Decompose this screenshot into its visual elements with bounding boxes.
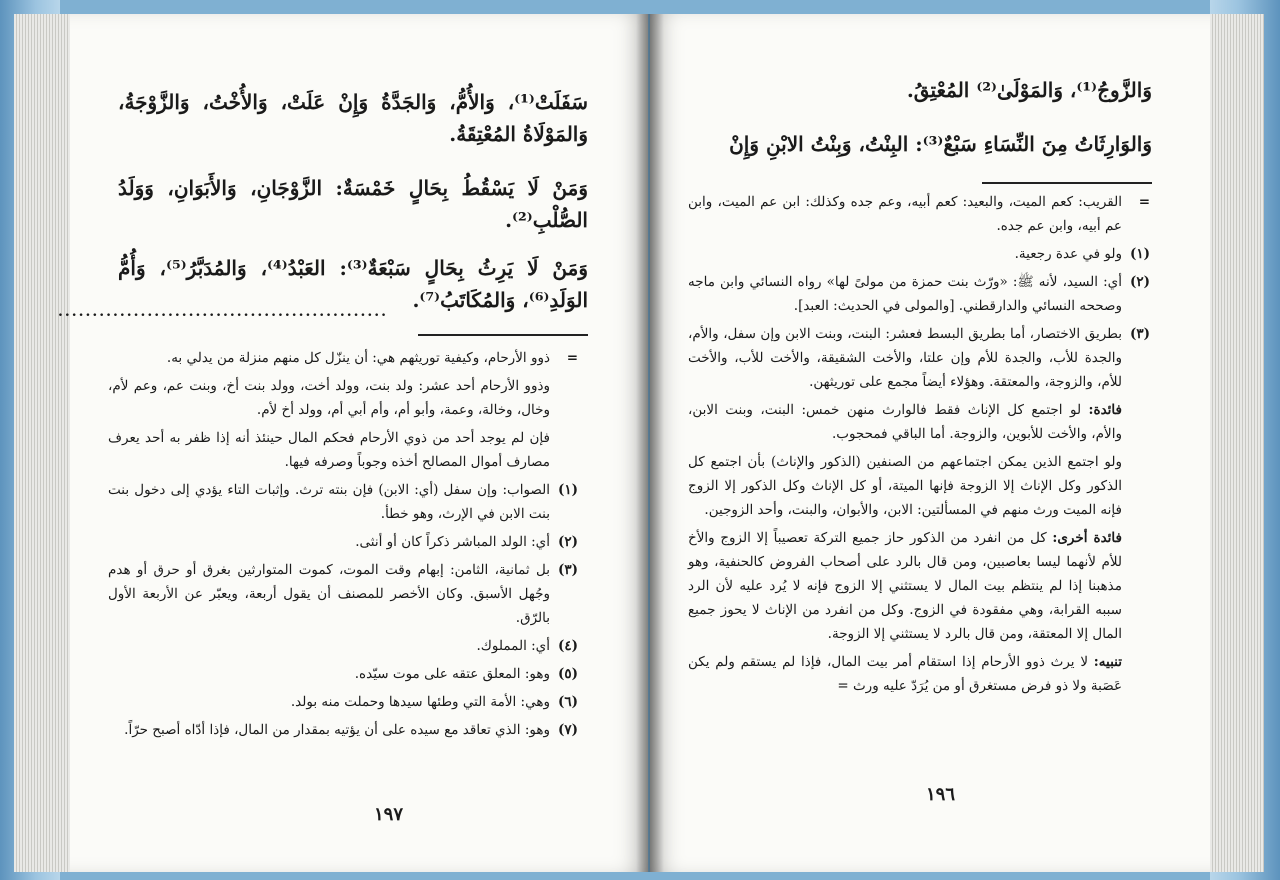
left-notes (108, 346, 578, 746)
right-page (650, 14, 1210, 872)
right-notes (688, 190, 1150, 702)
left-page (58, 14, 648, 872)
footnote: (٢) أي: الولد المباشر ذكراً كان أو أنثى. (355, 534, 578, 550)
right-matn-2: وَالوَارِثَاتُ مِنَ النِّسَاءِ سَبْعٌ⁽³⁾: البِنْتُ، وَبِنْتُ الابْنِ وَإِنْ (729, 132, 1152, 156)
book-spine-gutter (636, 14, 664, 872)
footnote: (٤) أي: المملوك. (476, 638, 578, 654)
footnote: (١) ولو في عدة رجعية. (1014, 246, 1150, 262)
footnote: وذوو الأرحام أحد عشر: ولد بنت، وولد أخت، وولد بنت أخ، وبنت عم، وعم لأم، وخال، وخالة، وعمة، وأبو أم، وأم أبي أم، وولد أخ لأم. (108, 378, 550, 418)
footnote: = القريب: كعم الميت، والبعيد: كعم أبيه، وعم جده وكذلك: ابن عم الميت، وابن عم أبيه، وابن عم جده. (688, 194, 1150, 234)
footnote: ولو اجتمع الذين يمكن اجتماعهم من الصنفين (الذكور والإناث) بأن اجتمع كل الذكور وكل الإناث إلا الزوجة فإنها الميتة، أو كل الإناث وكل الذكور إلا الزوج فإنه الميت ورث منهم في المسألتين: الابن، والأبوان، والبنت، وأحد الزوجين. (688, 454, 1122, 518)
footnote: فائدة أخرى: كل من انفرد من الذكور حاز جميع التركة تعصيباً إلا الزوج والأخ للأم لأنهما ليسا بعاصبين، ومن قال بالرد على أصحاب الفروض كالحنفية، وهو مذهبنا إذا لم ينتظم بيت المال لا يستثني إلا الزوج فإنه لا يُرد عليه لأن الرد سببه القرابة، وهي مفقودة في الزوج. وكل من انفرد من الإناث لا يحوز جميع المال إلا المعتقة، ومن قال بالرد لا يستثني إلا الزوجة. (688, 530, 1122, 642)
right-page-number: ١٩٦ (925, 784, 955, 805)
footnote: فإن لم يوجد أحد من ذوي الأرحام فحكم المال حينئذ أنه إذا ظفر به أحد يعرف مصارف أموال المصالح أخذه وجوباً وصرفه فيها. (108, 430, 550, 470)
footnote: (١) الصواب: وإن سفل (أي: الابن) فإن بنته ترث. وإثبات التاء يؤدي إلى دخول بنت بنت الابن في الإرث، وهو خطأ. (108, 482, 578, 522)
right-matn-1: وَالزَّوجُ⁽¹⁾، وَالمَوْلَىٰ⁽²⁾ المُعْتِقُ. (906, 78, 1152, 102)
page-edges-right (1204, 14, 1264, 872)
left-matn-3: وَمَنْ لَا يَرِثُ بِحَالٍ سَبْعَةٌ⁽³⁾: العَبْدُ⁽⁴⁾، وَالمُدَبَّرُ⁽⁵⁾، وَأُمُّ الوَلَدِ⁽⁶⁾، وَالمُكَاتَبُ⁽⁷⁾. (118, 256, 588, 312)
footnote: (٢) أي: السيد، لأنه ﷺ: «ورّث بنت حمزة من مولىً لها» رواه النسائي وابن ماجه وصححه النسائي والدارقطني. [والمولى في الحديث: العبد]. (688, 274, 1150, 314)
left-dots: ................................................ (58, 304, 388, 320)
footnote: (٣) بطريق الاختصار، أما بطريق البسط فعشر: البنت، وبنت الابن وإن سفل، والأم، والجدة للأب، والجدة للأم وإن علتا، والأخت الشقيقة، والأخت للأب، والأخت للأم، والزوجة، والمعتقة. وهؤلاء أيضاً مجمع على توريثهن. (688, 326, 1150, 390)
footnote: (٥) وهو: المعلق عتقه على موت سيّده. (354, 666, 578, 682)
footnote: (٣) بل ثمانية، الثامن: إبهام وقت الموت، كموت المتوارثين بغرق أو حرق أو هدم وجُهل الأسبق. وكان الأخصر للمصنف أن يقول أربعة، ويعبّر عن الأربعة الأول بالرّق. (108, 562, 578, 626)
footnote: فائدة: لو اجتمع كل الإناث فقط فالوارث منهن خمس: البنت، وبنت الابن، والأم، والأخت للأبوين، والزوجة. أما الباقي فمحجوب. (688, 402, 1122, 442)
footnote: (٧) وهو: الذي تعاقد مع سيده على أن يؤتيه بمقدار من المال، فإذا أدّاه أصبح حرّاً. (124, 722, 578, 738)
page-edges-left (14, 14, 74, 872)
footnote: تنبيه: لا يرث ذوو الأرحام إذا استقام أمر بيت المال، فإذا لم يستقم ولم يكن عَصَبة ولا ذو فرض مستغرق أو من يُرَدّ عليه ورث = (688, 654, 1122, 694)
footnote: (٦) وهي: الأمة التي وطئها سيدها وحملت منه بولد. (290, 694, 578, 710)
left-matn-1: سَفَلَتْ⁽¹⁾، وَالأُمُّ، وَالجَدَّةُ وَإِنْ عَلَتْ، وَالأُخْتُ، وَالزَّوْجَةُ، وَالمَوْلَاةُ المُعْتِقَةُ. (118, 90, 588, 146)
footnote: = ذوو الأرحام، وكيفية توريثهم هي: أن ينزّل كل منهم منزلة من يدلي به. (166, 350, 578, 366)
left-page-number: ١٩٧ (373, 804, 403, 825)
right-separator (982, 182, 1152, 184)
left-matn-2: وَمَنْ لَا يَسْقُطُ بِحَالٍ خَمْسَةٌ: الزَّوْجَانِ، وَالأَبَوَانِ، وَوَلَدُ الصُّلْبِ⁽²⁾. (118, 176, 588, 232)
left-separator (418, 334, 588, 336)
